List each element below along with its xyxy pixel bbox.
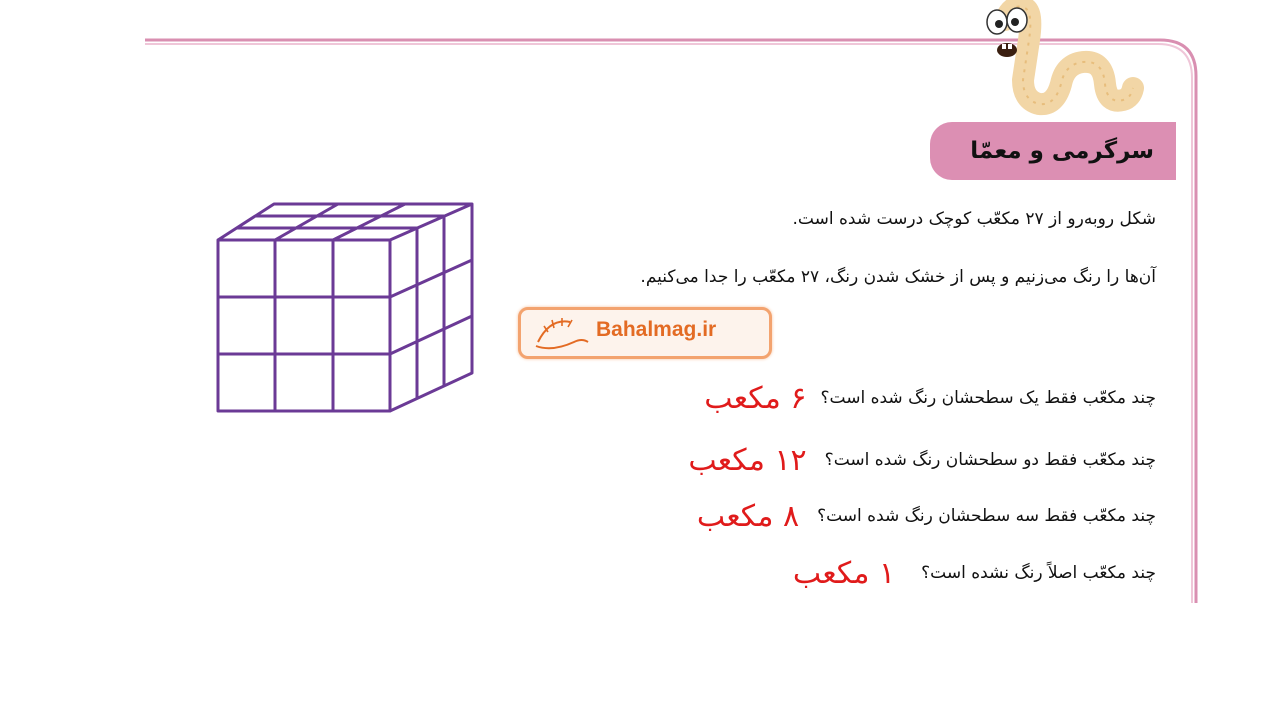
intro-line-1: شکل روبه‌رو از ۲۷ مکعّب کوچک درست شده است. <box>792 209 1156 229</box>
answer-text-3: ۸ مکعب <box>696 498 800 534</box>
question-row-3 <box>697 496 1156 536</box>
sun-logo-icon <box>530 312 592 354</box>
intro-line-2: آن‌ها را رنگ می‌زنیم و پس از خشک شدن رنگ، ۲۷ مکعّب را جدا می‌کنیم. <box>640 267 1156 287</box>
question-text-1: چند مکعّب فقط یک سطحشان رنگ شده است؟ <box>820 388 1156 408</box>
question-text-3: چند مکعّب فقط سه سطحشان رنگ شده است؟ <box>817 506 1156 526</box>
rubiks-cube-icon <box>214 200 478 416</box>
worm-mascot-icon <box>965 0 1145 130</box>
answer-text-2: ۱۲ مکعب <box>688 442 807 478</box>
question-row-1 <box>704 378 1156 418</box>
question-row-2 <box>688 440 1156 480</box>
question-text-2: چند مکعّب فقط دو سطحشان رنگ شده است؟ <box>824 450 1156 470</box>
section-title: سرگرمی و معمّا <box>970 138 1154 164</box>
question-row-4 <box>793 553 1156 593</box>
question-text-4: چند مکعّب اصلاً رنگ نشده است؟ <box>921 563 1156 583</box>
answer-text-1: ۶ مکعب <box>704 380 807 416</box>
watermark-text: Bahalmag.ir <box>596 318 717 341</box>
answer-text-4: ۱ مکعب <box>792 555 896 591</box>
